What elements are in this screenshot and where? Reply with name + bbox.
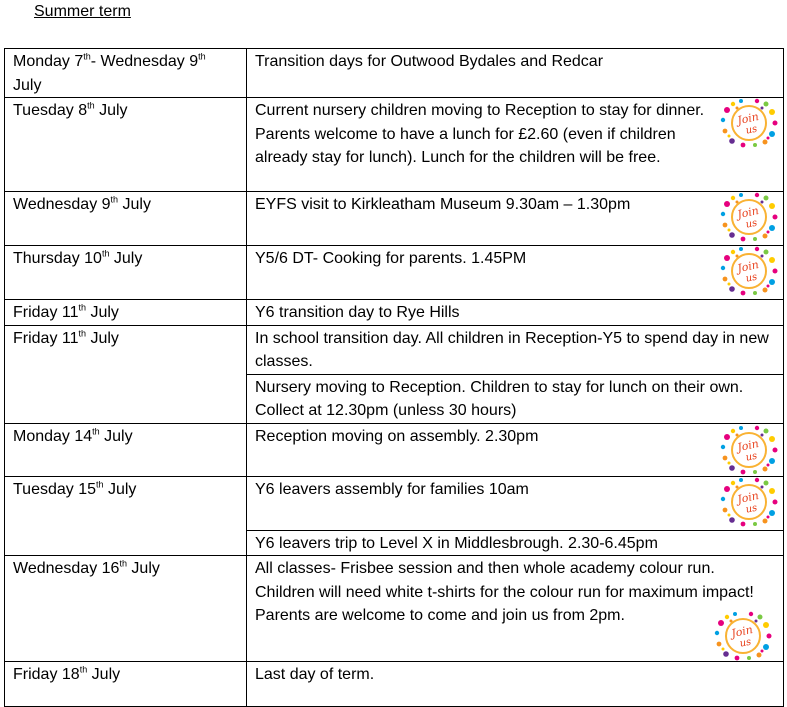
- join-us-badge-icon: [719, 192, 779, 242]
- event-date: Thursday 10th July: [5, 246, 247, 300]
- event-description: Last day of term.: [247, 662, 784, 707]
- event-date: Friday 11th July: [5, 300, 247, 326]
- join-us-badge-icon: [719, 246, 779, 296]
- join-us-badge-icon: [719, 477, 779, 527]
- event-description: In school transition day. All children in Reception-Y5 to spend day in new classes.: [247, 325, 784, 374]
- table-row: [5, 476, 784, 530]
- event-description: EYFS visit to Kirkleatham Museum 9.30am – 1.30pm: [247, 192, 784, 246]
- join-us-badge-icon: [719, 425, 779, 475]
- event-date: Tuesday 8th July: [5, 98, 247, 192]
- join-us-badge-icon: [713, 611, 773, 661]
- table-row: [5, 325, 784, 374]
- event-date: Wednesday 9th July: [5, 192, 247, 246]
- table-row: [5, 98, 784, 192]
- join-us-badge-icon: [719, 98, 779, 148]
- table-row: [5, 662, 784, 707]
- event-description: Y6 leavers assembly for families 10am: [247, 476, 784, 530]
- event-description: Nursery moving to Reception. Children to stay for lunch on their own. Collect at 12.30pm (unless 30 hours): [247, 374, 784, 423]
- table-row: [5, 246, 784, 300]
- event-description: All classes- Frisbee session and then whole academy colour run. Children will need white t-shirts for the colour run for maximum impact! Parents are welcome to come and join us from 2pm.: [247, 556, 784, 662]
- table-row: [5, 423, 784, 476]
- table-row: [5, 49, 784, 98]
- event-description: Reception moving on assembly. 2.30pm: [247, 423, 784, 476]
- event-description: Y6 transition day to Rye Hills: [247, 300, 784, 326]
- event-date: Friday 11th July: [5, 325, 247, 423]
- table-row: [5, 192, 784, 246]
- event-date: Friday 18th July: [5, 662, 247, 707]
- table-row: [5, 556, 784, 662]
- event-description: Current nursery children moving to Reception to stay for dinner. Parents welcome to have a lunch for £2.60 (even if children already stay for lunch). Lunch for the children will be free.: [247, 98, 784, 192]
- events-table: [4, 48, 784, 707]
- event-description: Y6 leavers trip to Level X in Middlesbrough. 2.30-6.45pm: [247, 530, 784, 556]
- table-row: [5, 300, 784, 326]
- event-description: Transition days for Outwood Bydales and Redcar: [247, 49, 784, 98]
- page-heading: Summer term: [34, 3, 131, 20]
- event-date: Monday 7th- Wednesday 9th July: [5, 49, 247, 98]
- event-date: Wednesday 16th July: [5, 556, 247, 662]
- event-description: Y5/6 DT- Cooking for parents. 1.45PM: [247, 246, 784, 300]
- event-date: Tuesday 15th July: [5, 476, 247, 556]
- event-date: Monday 14th July: [5, 423, 247, 476]
